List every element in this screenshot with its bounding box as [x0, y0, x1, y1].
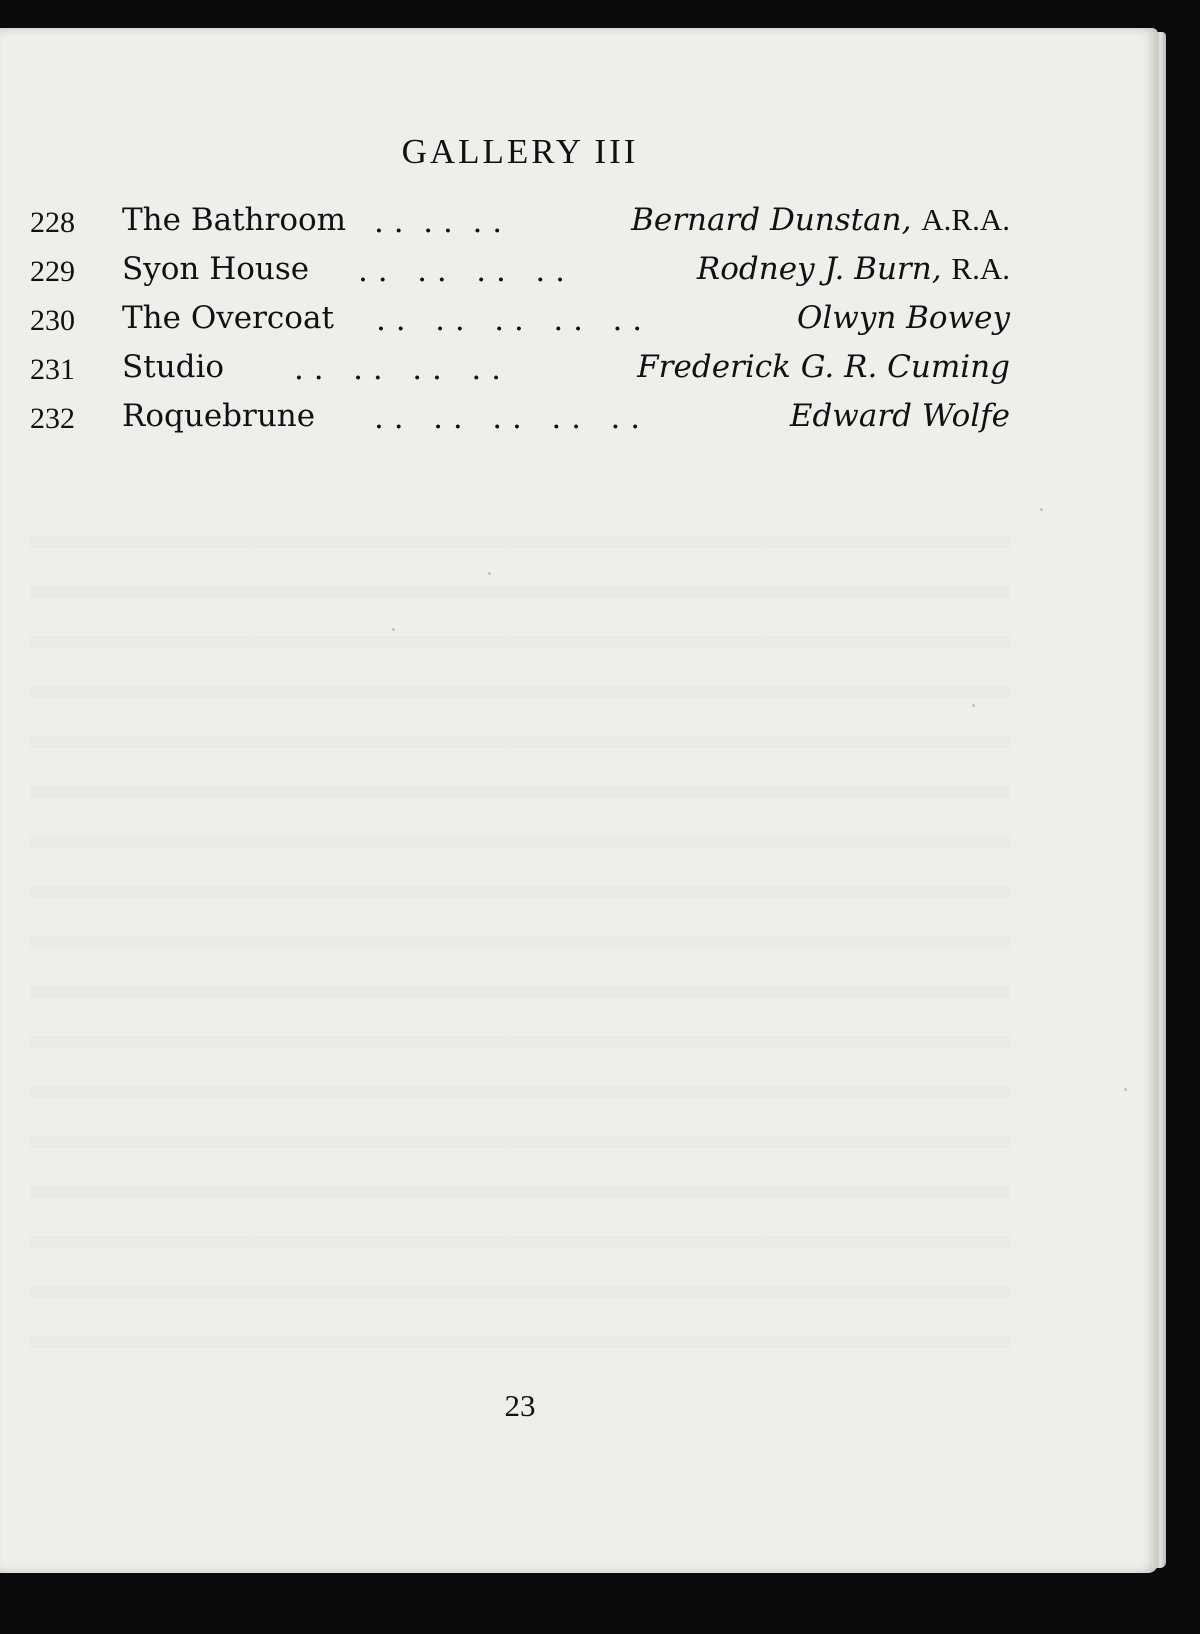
bleed-through-texture	[30, 498, 1010, 1378]
dot-leaders: . . . . . . . .	[294, 351, 501, 387]
artist-name: Edward Wolfe	[789, 398, 1010, 434]
entry-number: 229	[30, 255, 75, 288]
paper-speck	[1124, 1088, 1127, 1091]
page-number: 23	[504, 1388, 536, 1423]
catalogue-entry	[30, 298, 1010, 347]
entry-artist	[790, 398, 1010, 434]
artist-honours: A.R.A.	[921, 202, 1010, 237]
catalogue-entry	[30, 396, 1010, 445]
dot-leaders: . . . . . . . .	[358, 253, 565, 289]
paper-speck	[488, 572, 491, 575]
artist-honours: R.A.	[951, 251, 1010, 286]
paper-speck	[1040, 508, 1043, 511]
paper-speck	[392, 628, 395, 631]
artist-name: Bernard Dunstan,	[631, 202, 912, 238]
entry-number: 230	[30, 304, 75, 337]
entry-artist	[637, 349, 1010, 385]
catalogue-entry	[30, 249, 1010, 298]
dot-leaders: . . . . . . . . . .	[376, 302, 643, 338]
catalogue-entry	[30, 200, 1010, 249]
dot-leaders: . . . . . .	[374, 204, 503, 240]
entry-title: Syon House	[122, 251, 310, 287]
entry-title: The Bathroom	[122, 202, 347, 238]
page-edge	[1152, 32, 1166, 1568]
entry-number: 231	[30, 353, 75, 386]
entry-artist	[797, 300, 1010, 336]
artist-name: Rodney J. Burn,	[696, 251, 942, 287]
dot-leaders: . . . . . . . . . .	[374, 400, 641, 436]
paper-speck	[972, 704, 975, 707]
entry-artist	[631, 202, 1010, 238]
entry-title: Roquebrune	[122, 398, 316, 434]
entry-artist	[697, 251, 1010, 287]
artist-name: Frederick G. R. Cuming	[637, 349, 1010, 385]
gallery-heading: GALLERY III	[401, 132, 639, 171]
artist-name: Olwyn Bowey	[796, 300, 1010, 336]
catalogue-entry	[30, 347, 1010, 396]
entry-title: The Overcoat	[122, 300, 334, 336]
entry-title: Studio	[122, 349, 225, 385]
entry-number: 232	[30, 402, 75, 435]
entry-number: 228	[30, 206, 75, 239]
catalogue-entry-list	[30, 200, 1010, 445]
